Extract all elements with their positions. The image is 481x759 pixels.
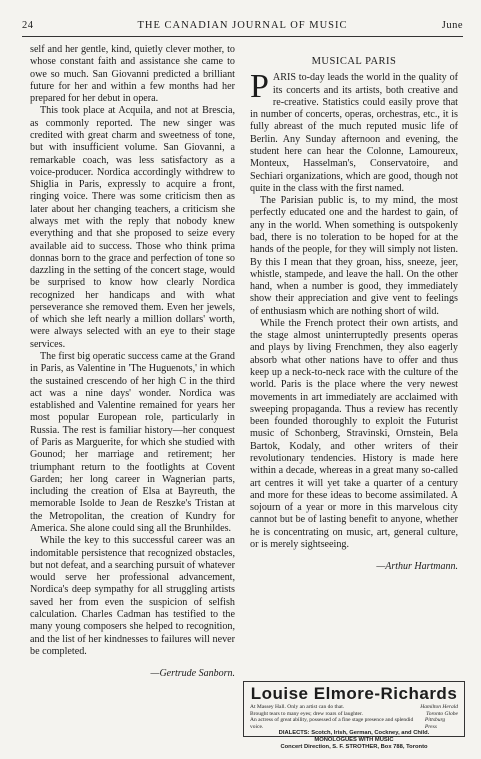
- ad-quote-text: At Massey Hall. Only an artist can do that.: [250, 704, 345, 710]
- header-rule: [22, 36, 463, 37]
- left-paragraph-4: While the key to this successful career was an indomitable persistence that recognized obstacles, but not defeat, and a searching pursuit of whatever would serve her professional advancement, Nordica's deep sympathy for all struggling artists saved her from even the suspicion of selfish calculation. Charles Cadman has testified to the many young composers she helped to recognition, and the list of her kindnesses to failures will never be completed.: [30, 535, 235, 657]
- journal-title: THE CANADIAN JOURNAL OF MUSIC: [137, 20, 348, 31]
- ad-concert-direction: Concert Direction, S. F. STROTHER, Box 788, Toronto: [280, 744, 428, 750]
- ad-quote-source: Hamilton Herald: [420, 704, 458, 710]
- ad-quote-text: Brought tears to many eyes; drew roars of laughter.: [250, 710, 363, 717]
- ad-monologues: MONOLOGUES WITH MUSIC: [314, 737, 394, 743]
- ad-dialects: DIALECTS: Scotch, Irish, German, Cockney, and Child.: [278, 730, 430, 736]
- right-paragraph-1-text: ARIS to-day leads the world in the quality of its concerts and its artists, both creative and re-creative. Statistics could easily prove that in number of concerts, operas, orchestras, etc., it is fully abreast of the much reputed music life of Berlin. Any Sunday afternoon and evening, the student here can hear the Colonne, Lamoureux, Monteux, Hasselman's, Conservatoire, and Sechiari organizations, which are good, though not quite in the class with the first named.: [250, 72, 458, 194]
- advertisement-box: [243, 681, 465, 750]
- article-heading: MUSICAL PARIS: [311, 56, 397, 67]
- issue-month: June: [441, 20, 463, 31]
- left-signature: —Gertrude Sanborn.: [150, 668, 235, 680]
- page-number: 24: [22, 20, 34, 31]
- left-paragraph-3: The first big operatic success came at the Grand in Paris, as Valentine in 'The Huguenots,' in which the sustained crescendo of her high C in the third act was a nine days' wonder. Nordica was established and Valentine remained for years her most popular European role, particularly in Russia. The rest is familiar history—her conquest of Paris as Marguerite, for which she studied with Gounod; her marriage and retirement; her triumphant return to the footlights at Covent Garden; her long career in Wagnerian parts, including the creation of Elsa at Bayreuth, the memorable Isolde to Jean de Reszke's Tristan at the Metropolitan, the creation of Kundry for America. She alone could sing all the Brunhildes.: [30, 351, 235, 534]
- ad-quote-text: An actress of great ability, possessed of a fine stage presence and splendid voice.: [250, 717, 414, 730]
- ad-quote-3: [250, 717, 458, 730]
- ad-quote-source: Toronto Globe: [426, 710, 458, 717]
- left-paragraph-1: self and her gentle, kind, quietly clever mother, to whose constant faith and assistance she came to owe so much. San Giovanni predicted a brilliant future for her and within a few months had her prepared for her debut in opera.: [30, 44, 235, 105]
- left-column: [30, 44, 235, 680]
- drop-cap: P: [250, 68, 269, 106]
- advertiser-name: Louise Elmore-Richards: [250, 684, 458, 703]
- left-paragraph-2: This took place at Acquila, and not at Brescia, as commonly reported. The new singer was credited with great charm and sweetness of tone, but with insufficient volume. San Giovanni, a remarkable coach, was less satisfactory as a voice-producer. Nordica accordingly withdrew to Shiglia in Paris, expressly to acquire a front, ringing voice. There was some criticism then as later about her changing teachers, a criticism she always met with the reply that nobody knew everything and that she proposed to seize every available aid to success. Those who think prima donnas born to the grace and perfection of tone so dazzling in the setting of the concert stage, would be surprised to know how clearly Nordica recognized her handicaps and with what perseverance she removed them. Even her jewels, of which she left nearly a million dollars' worth, were always selected with an eye to their stage services.: [30, 105, 235, 350]
- right-paragraph-3: While the French protect their own artists, and the stage almost uninterruptedly presents operas and plays by living Frenchmen, they also eagerly absorb what other nations have to offer and thus keep up a neck-to-neck race with the culture of the world. Paris is the place where the very newest movements in art immediately are acclaimed with sweeping propaganda. Thus a review has recently been founded thoroughly to exploit the Futurist music of Schonberg, Stravinski, Ornstein, Bela Bartok, Kodaly, and other writers of their revolutionary tendencies. History is made here within a decade, whereas in a great many so-called art centres it will yet take a quarter of a century and more for these ideas to become assimilated. A sojourn of a year or more in this marvelous city cannot but be of lasting benefit to anyone, whether he is concentrating on music, art, general culture, or is merely sightseeing.: [250, 317, 458, 550]
- ad-quote-source: Pittsburg Press: [424, 717, 446, 730]
- right-paragraph-2: The Parisian public is, to my mind, the most perfectly educated one and the hardest to gain, of any in the world. When something is outspokenly bad, there is no toleration to be hoped for at the hands of the people, for they will simply not listen. By this I mean that they groan, hiss, sneeze, jeer, whistle, stampede, and leave the hall. On the other hand, when a number is good, they immediately show their appreciation and give vent to feelings of enthusiasm which are nothing short of wild.: [250, 195, 458, 317]
- right-paragraph-1: [250, 68, 458, 195]
- page-header: [22, 20, 463, 36]
- right-signature: —Arthur Hartmann.: [376, 561, 458, 573]
- right-column: [250, 56, 458, 574]
